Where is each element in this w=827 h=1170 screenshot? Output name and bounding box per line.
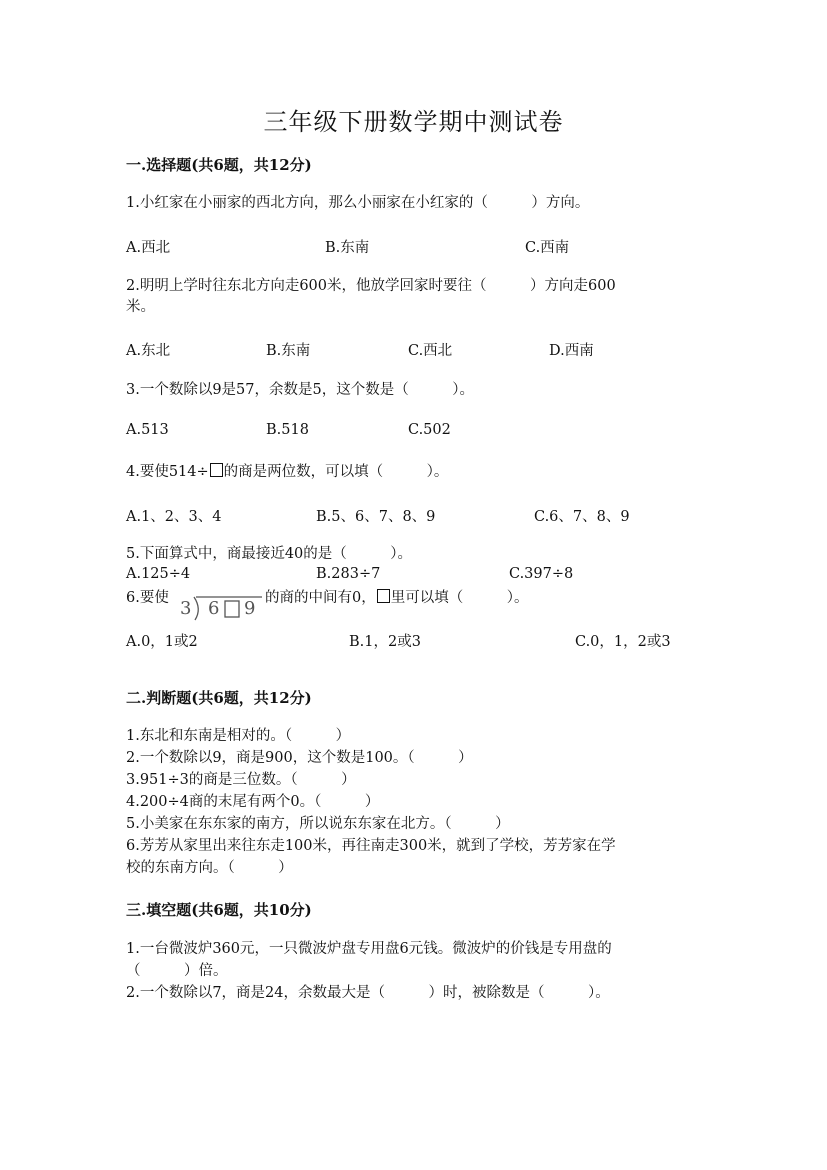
- question-1-4-post: 的商是两位数，可以填（ ）。: [223, 464, 449, 480]
- option-c: C.397÷8: [509, 566, 574, 582]
- blank-square-icon: [377, 589, 390, 603]
- judgement-item-5: 5.小美家在东东家的南方，所以说东东家在北方。（ ）: [126, 816, 510, 832]
- judgement-item-3: 3.951÷3的商是三位数。（ ）: [126, 772, 356, 788]
- dividend-digit-3: 9: [244, 598, 256, 619]
- question-1-2-line2: 米。: [126, 299, 155, 315]
- section-header-choice: 一.选择题(共6题，共12分): [126, 156, 312, 174]
- section-header-fill: 三.填空题(共6题，共10分): [126, 901, 312, 919]
- option-c: C.西北: [408, 343, 453, 359]
- option-a: A.西北: [126, 240, 171, 256]
- option-b: B.5、6、7、8、9: [316, 509, 436, 525]
- judgement-item-6-line2: 校的东南方向。（ ）: [126, 860, 293, 876]
- judgement-item-2: 2.一个数除以9，商是900，这个数是100。（ ）: [126, 750, 473, 766]
- option-a: A.513: [126, 422, 169, 438]
- option-b: B.518: [266, 422, 309, 438]
- long-division-figure: [178, 592, 264, 622]
- question-1-5: 5.下面算式中，商最接近40的是（ ）。: [126, 546, 413, 562]
- option-c: C.0，1，2或3: [575, 634, 671, 650]
- option-c: C.6、7、8、9: [534, 509, 630, 525]
- page-title: 三年级下册数学期中测试卷: [263, 108, 564, 136]
- divisor: 3: [180, 598, 192, 619]
- question-1-2-line1: 2.明明上学时往东北方向走600米，他放学回家时要往（ ）方向走600: [126, 278, 616, 294]
- option-b: B.东南: [325, 240, 370, 256]
- judgement-item-1: 1.东北和东南是相对的。（ ）: [126, 728, 351, 744]
- fill-item-1-line1: 1.一台微波炉360元，一只微波炉盘专用盘6元钱。微波炉的价钱是专用盘的: [126, 941, 612, 957]
- judgement-item-6-line1: 6.芳芳从家里出来往东走100米，再往南走300米，就到了学校，芳芳家在学: [126, 838, 616, 854]
- fill-item-2: 2.一个数除以7，商是24，余数最大是（ ）时，被除数是（ ）。: [126, 985, 610, 1001]
- question-1-4: [126, 461, 448, 483]
- option-a: A.东北: [126, 343, 171, 359]
- question-1-6-post-b: 里可以填（ ）。: [390, 590, 529, 606]
- judgement-item-4: 4.200÷4商的末尾有两个0。（ ）: [126, 794, 380, 810]
- section-header-judgement: 二.判断题(共6题，共12分): [126, 689, 312, 707]
- question-1-3: 3.一个数除以9是57，余数是5，这个数是（ ）。: [126, 382, 474, 398]
- option-c: C.西南: [525, 240, 570, 256]
- dividend-digit-1: 6: [208, 598, 220, 619]
- option-d: D.西南: [549, 343, 594, 359]
- option-a: A.125÷4: [126, 566, 191, 582]
- question-1-6-post-a: 的商的中间有0，: [265, 590, 376, 606]
- question-1-1: 1.小红家在小丽家的西北方向，那么小丽家在小红家的（ ）方向。: [126, 195, 590, 211]
- blank-square-icon: [210, 463, 223, 477]
- option-a: A.0，1或2: [126, 634, 198, 650]
- option-b: B.东南: [266, 343, 311, 359]
- question-1-6-pre: 6.要使: [126, 590, 169, 606]
- option-b: B.1，2或3: [349, 634, 421, 650]
- question-1-4-pre: 4.要使514÷: [126, 464, 209, 480]
- question-1-6-post: [265, 587, 528, 609]
- option-b: B.283÷7: [316, 566, 381, 582]
- option-c: C.502: [408, 422, 451, 438]
- fill-item-1-line2: （ ）倍。: [126, 963, 228, 979]
- option-a: A.1、2、3、4: [126, 509, 222, 525]
